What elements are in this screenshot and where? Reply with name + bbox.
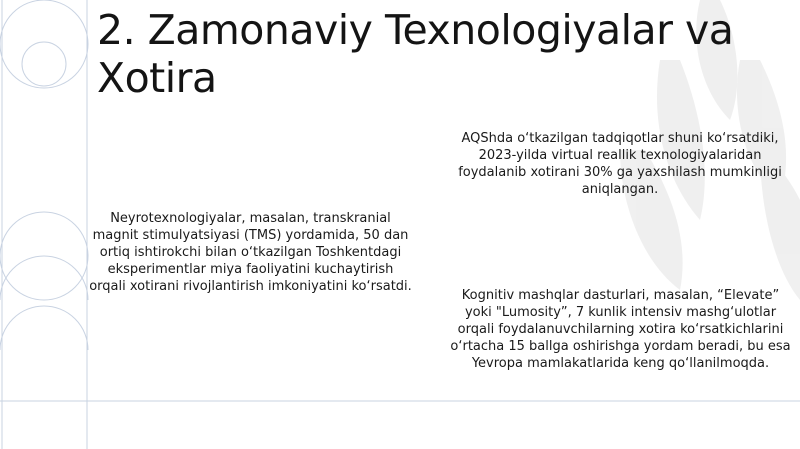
deco-arc-bottom-2: [0, 306, 88, 350]
paragraph-neurotechnology: Neyrotexnologiyalar, masalan, transkranial magnit stimulyatsiyasi (TMS) yordamida, 50 dan ortiq ishtirokchi bilan o‘tkazilgan Toshkentdagi eksperimentlar miya faoliyatini kuchaytirish orqali xotirani rivojlantirish imkoniyatini ko‘rsatdi.: [89, 211, 412, 294]
paragraph-vr-research: AQShda o‘tkazilgan tadqiqotlar shuni ko‘rsatdiki, 2023-yilda virtual reallik texnologiyalaridan foydalanib xotirani 30% ga yaxshilash mumkinligi aniqlangan.: [458, 131, 782, 197]
paragraph-cognitive-training: Kognitiv mashqlar dasturlari, masalan, “Elevate” yoki "Lumosity”, 7 kunlik intensiv mashg‘ulotlar orqali foydalanuvchilarning xotira ko‘rsatkichlarini o‘rtacha 15 ballga oshirishga yordam beradi, bu esa Yevropa mamlakatlarida keng qo‘llanilmoqda.: [450, 288, 791, 371]
deco-circle-large: [0, 0, 88, 88]
slide-title: 2. Zamonaviy Texnologiyalar va Xotira: [97, 6, 734, 102]
deco-arc-bottom: [0, 256, 88, 300]
deco-circle-small: [22, 42, 66, 86]
